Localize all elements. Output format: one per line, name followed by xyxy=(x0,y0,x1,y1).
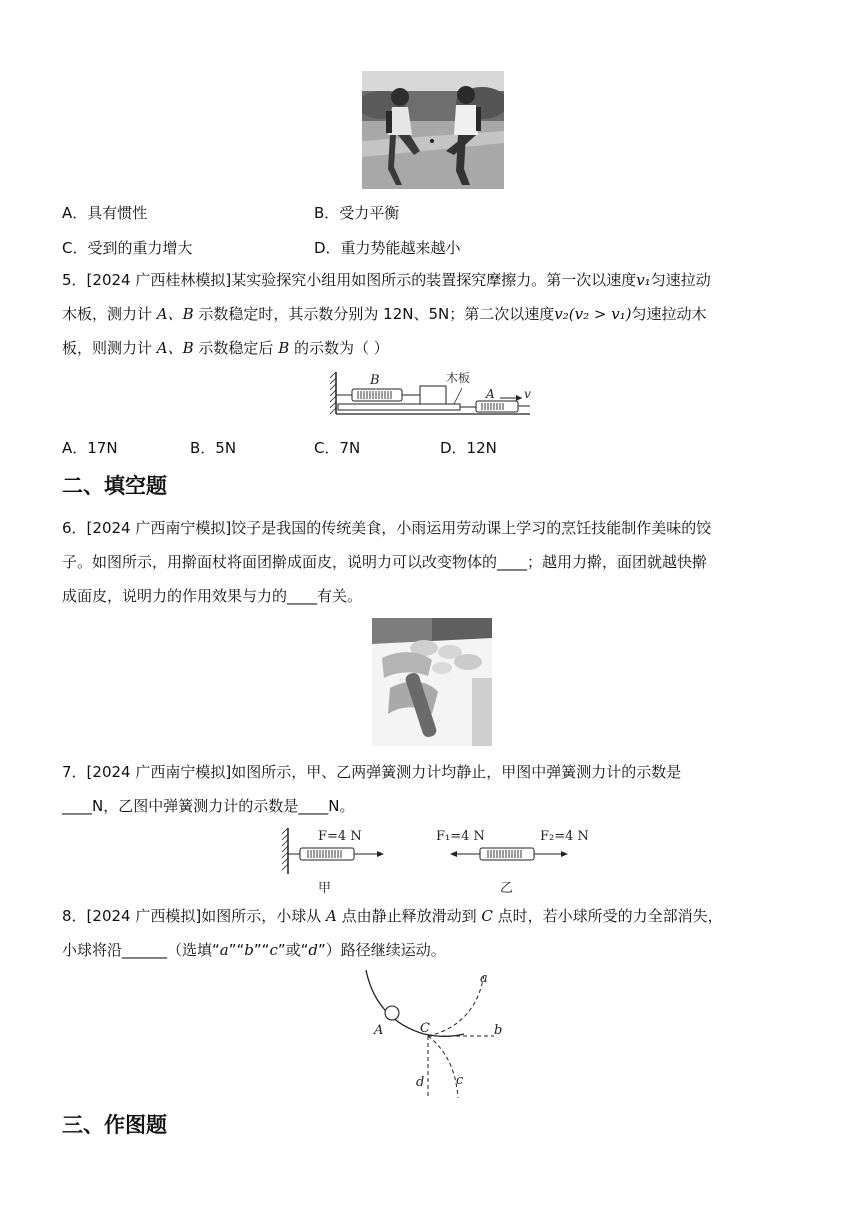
q5-option-a: A．17N xyxy=(62,439,118,457)
q5-line2-end: 匀速拉动木 xyxy=(631,305,707,323)
rolling-dough-photo xyxy=(372,618,492,746)
shuttlecock-photo xyxy=(362,71,504,189)
q7-line-1: 7．[2024 广西南宁模拟]如图所示，甲、乙两弹簧测力计均静止，甲图中弹簧测力计的示数是 xyxy=(62,763,682,781)
label-yi: 乙 xyxy=(500,881,514,896)
q5-line3-b: B xyxy=(278,339,290,357)
q5-option-c: C．7N xyxy=(314,439,361,457)
q8-point-c: C xyxy=(481,907,493,925)
point-label-c: C xyxy=(420,1021,430,1036)
q8-sep-2: ”“ xyxy=(253,941,270,959)
q6-line-1: 6．[2024 广西南宁模拟]饺子是我国的传统美食，小雨运用劳动课上学习的烹饪技能制作美味的饺 xyxy=(62,519,712,537)
q8-line2-post: ”）路径继续运动。 xyxy=(318,941,446,959)
q8-opt-a: a xyxy=(219,941,229,959)
q5-line3-mid: 示数稳定后 xyxy=(193,339,279,357)
q8-line1-post: 点时，若小球所受的力全部消失， xyxy=(492,907,723,925)
q7-line-2: ____N，乙图中弹簧测力计的示数是____N。 xyxy=(62,797,355,815)
q8-line-1 xyxy=(62,906,723,926)
q8-sep-1: ”“ xyxy=(228,941,245,959)
q8-point-a: A xyxy=(325,907,337,925)
q8-sep-3: ”或“ xyxy=(277,941,309,959)
q5-line-1 xyxy=(62,270,711,290)
path-label-a: a xyxy=(480,971,488,986)
label-f1: F₁=4 N xyxy=(436,829,485,844)
label-v: v xyxy=(524,387,531,401)
path-label-c: c xyxy=(456,1073,464,1088)
q5-line3-post: 的示数为（ ） xyxy=(289,339,389,357)
q8-opt-d: d xyxy=(308,941,318,959)
q6-line-3: 成面皮，说明力的作用效果与力的____有关。 xyxy=(62,587,363,605)
q5-v2-expression: v₂(v₂ > v₁) xyxy=(554,305,632,323)
q4-option-d: D．重力势能越来越小 xyxy=(314,239,461,257)
q5-line2-post: 示数稳定时，其示数分别为 12N、5N；第二次以速度 xyxy=(193,305,555,323)
q4-option-c: C．受到的重力增大 xyxy=(62,239,193,257)
q5-line3-ab: A、B xyxy=(156,339,194,357)
label-f: F=4 N xyxy=(318,829,362,844)
q5-line2-ab: A、B xyxy=(156,305,194,323)
q5-line2-pre: 木板，测力计 xyxy=(62,305,157,323)
q5-option-b: B．5N xyxy=(190,439,237,457)
label-board: 木板 xyxy=(446,371,471,385)
label-a: A xyxy=(486,387,495,401)
q6-line-2: 子。如图所示，用擀面杖将面团擀成面皮，说明力可以改变物体的____；越用力擀，面团就越快擀 xyxy=(62,553,708,571)
path-label-b: b xyxy=(494,1023,503,1038)
q5-line1-pre: 5．[2024 广西桂林模拟]某实验探究小组用如图所示的装置探究摩擦力。第一次以速度 xyxy=(62,271,637,289)
q5-line-2 xyxy=(62,304,707,324)
q5-line3-pre: 板，则测力计 xyxy=(62,339,157,357)
friction-apparatus-figure xyxy=(330,368,538,420)
q4-option-a: A．具有惯性 xyxy=(62,204,148,222)
path-label-d: d xyxy=(416,1075,425,1090)
q5-option-d: D．12N xyxy=(440,439,497,457)
q8-line1-pre: 8．[2024 广西模拟]如图所示，小球从 xyxy=(62,907,326,925)
curved-track-figure xyxy=(356,966,516,1098)
q5-line-3 xyxy=(62,338,389,358)
q8-line-2 xyxy=(62,940,446,960)
point-label-a: A xyxy=(374,1023,384,1038)
q4-option-b: B．受力平衡 xyxy=(314,204,400,222)
label-b: B xyxy=(370,373,380,388)
q8-opt-c: c xyxy=(269,941,278,959)
q8-line1-mid: 点由静止释放滑动到 xyxy=(336,907,482,925)
section-heading-drawing: 三、作图题 xyxy=(62,1113,167,1137)
q8-opt-b: b xyxy=(244,941,254,959)
q8-line2-pre: 小球将沿______（选填“ xyxy=(62,941,220,959)
label-jia: 甲 xyxy=(318,881,332,896)
section-heading-fill-in: 二、填空题 xyxy=(62,474,167,498)
q5-v1: v₁ xyxy=(636,271,651,289)
q5-line1-post: 匀速拉动 xyxy=(650,271,711,289)
label-f2: F₂=4 N xyxy=(540,829,589,844)
spring-scales-figure xyxy=(278,824,596,898)
